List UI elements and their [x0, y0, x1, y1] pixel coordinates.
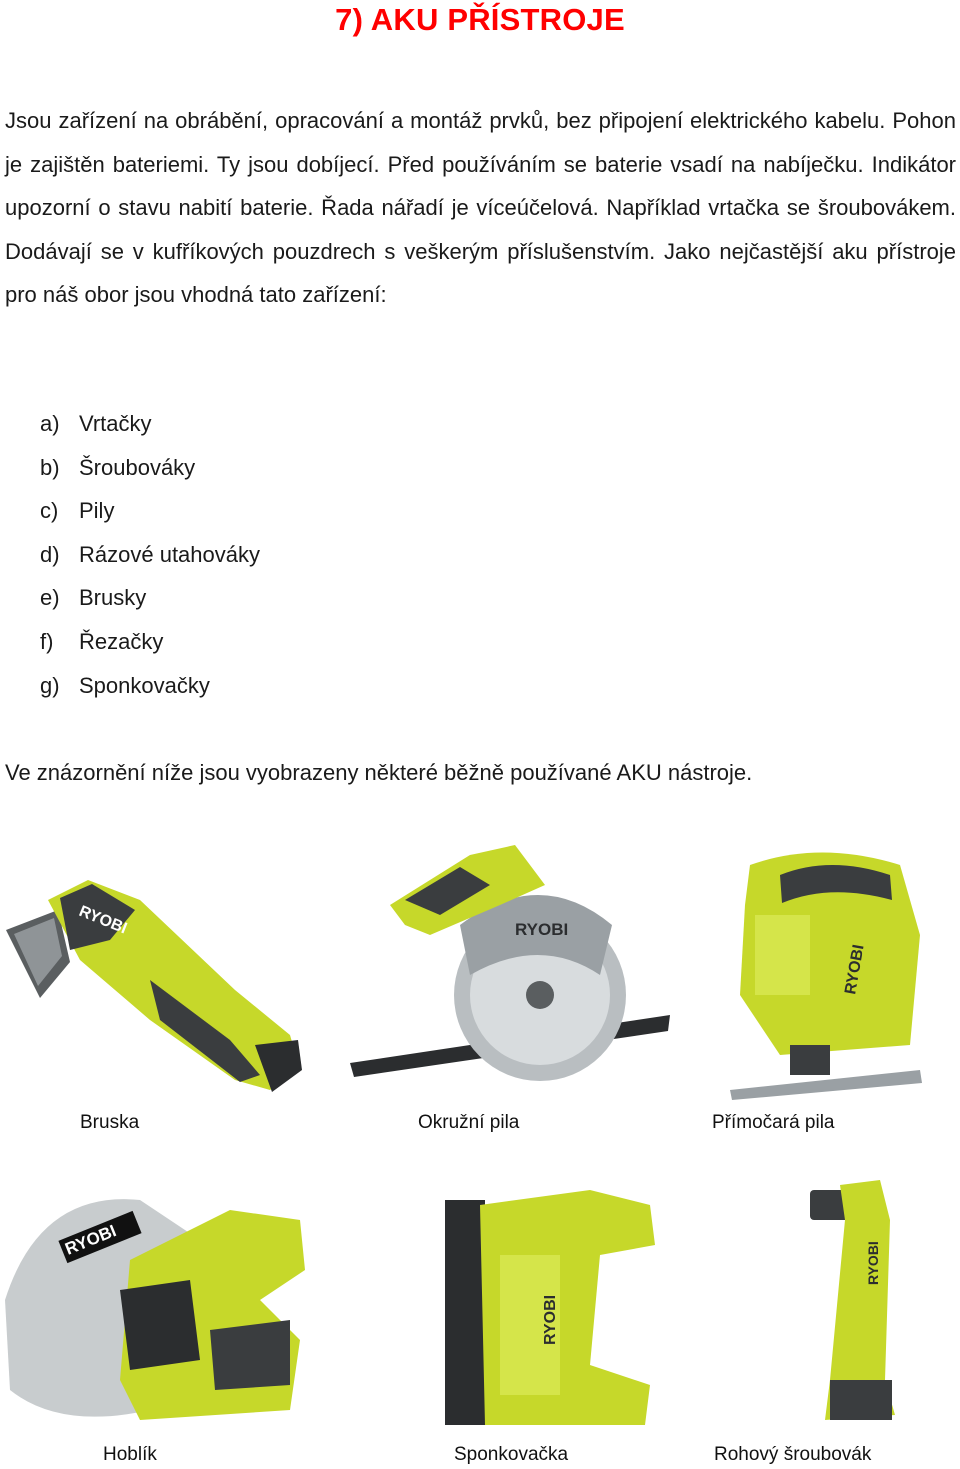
closing-sentence: Ve znázornění níže jsou vyobrazeny některé běžně používané AKU nástroje. [5, 760, 753, 785]
brand-logo-text: RYOBI [865, 1241, 881, 1285]
staple-magazine [445, 1200, 485, 1425]
brand-logo-text: RYOBI [76, 902, 130, 938]
list-item-label: Rázové utahováky [79, 541, 260, 567]
intro-paragraph: Jsou zařízení na obrábění, opracování a montáž prvků, bez připojení elektrického kabelu. Pohon je zajištěn bateriemi. Ty jsou dobíjecí. Před používáním se baterie vsadí na nabíječku. Indikátor upozorní o stavu nabití baterie. Řada nářadí je víceúčelová. Například vrtačka se šroubovákem. Dodávají se v kufříkových pouzdrech s veškerým příslušenstvím. Jako nejčastější aku přístroje pro náš obor jsou vhodná tato zařízení: [5, 108, 956, 308]
list-marker: b) [40, 454, 60, 480]
list-item [40, 489, 260, 533]
list-item [40, 446, 260, 490]
list-item-label: Šroubováky [79, 454, 196, 480]
list-marker: c) [40, 498, 59, 524]
list-marker: f) [40, 628, 54, 654]
list-item-label: Brusky [79, 585, 147, 611]
brand-logo-text: RYOBI [515, 920, 569, 939]
list-item-label: Pily [79, 498, 115, 524]
list-item [40, 620, 260, 664]
list-marker: e) [40, 585, 60, 611]
jigsaw-image [720, 845, 930, 1100]
caption-rohovy-sroubovak: Rohový šroubovák [714, 1444, 872, 1465]
circular-saw-image [350, 845, 670, 1100]
list-marker: d) [40, 541, 60, 567]
list-item [40, 402, 260, 446]
list-item [40, 664, 260, 708]
angle-drill-image [800, 1180, 900, 1430]
stapler-image [440, 1185, 670, 1430]
list-item [40, 576, 260, 620]
page-title: 7) AKU PŘÍSTROJE [335, 2, 625, 37]
caption-okruzni-pila: Okružní pila [418, 1112, 520, 1133]
list-item-label: Řezačky [79, 628, 164, 654]
tool-type-list [40, 402, 260, 707]
brand-logo-text: RYOBI [542, 1294, 559, 1345]
caption-primocara-pila: Přímočará pila [712, 1112, 835, 1133]
list-item [40, 533, 260, 577]
caption-sponkovacka: Sponkovačka [454, 1444, 569, 1465]
brand-logo-text: RYOBI [842, 943, 868, 996]
brand-logo-text: RYOBI [62, 1221, 119, 1259]
caption-bruska: Bruska [80, 1112, 140, 1133]
caption-hoblik: Hoblík [103, 1444, 157, 1465]
list-item-label: Vrtačky [79, 411, 152, 436]
planer-image [0, 1180, 320, 1430]
multitool-image [0, 870, 310, 1100]
list-marker: a) [40, 411, 60, 436]
list-item-label: Sponkovačky [79, 672, 210, 698]
list-marker: g) [40, 672, 60, 698]
